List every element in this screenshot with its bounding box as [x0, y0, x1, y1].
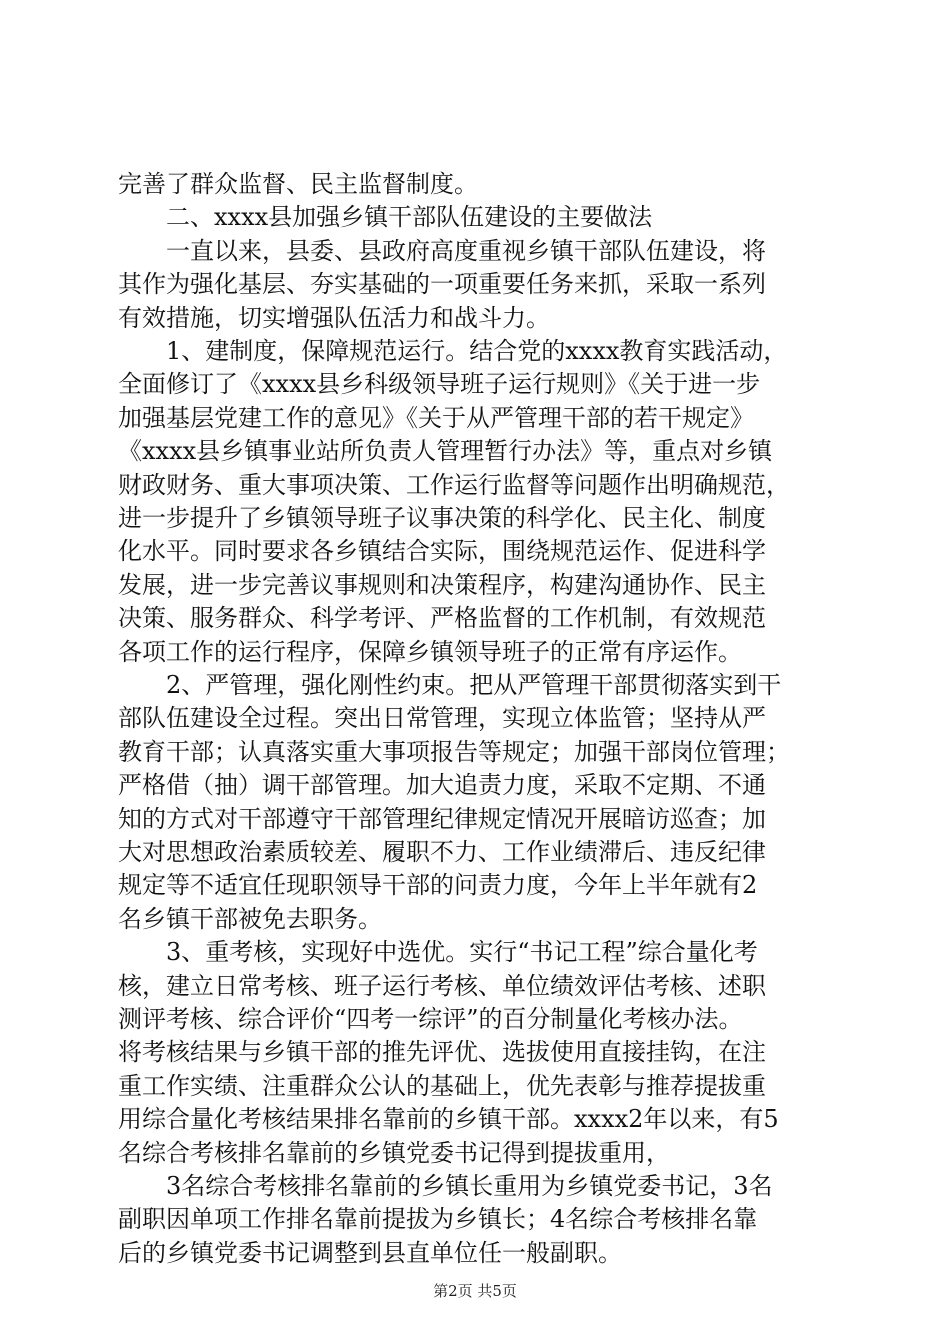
text-line: 测评考核、综合评价“四考一综评”的百分制量化考核办法。 [118, 1005, 743, 1033]
text-line: 后的乡镇党委书记调整到县直单位任一般副职。 [118, 1238, 622, 1267]
text-line: 规定等不适宜任现职领导干部的问责力度，今年上半年就有2 [118, 871, 758, 900]
text-line: 部队伍建设全过程。突出日常管理，实现立体监管；坚持从严 [118, 704, 766, 733]
text-line: 加强基层党建工作的意见》《关于从严管理干部的若干规定》 [118, 403, 754, 432]
text-line: 严格借（抽）调干部管理。加大追责力度，采取不定期、不通 [118, 771, 766, 800]
text-line: 用综合量化考核结果排名靠前的乡镇干部。xxxx2年以来，有5 [118, 1105, 779, 1134]
text-line: 二、xxxx县加强乡镇干部队伍建设的主要做法 [118, 203, 653, 232]
text-line: 知的方式对干部遵守干部管理纪律规定情况开展暗访巡查；加 [118, 804, 766, 833]
text-line: 全面修订了《xxxx县乡科级领导班子运行规则》《关于进一步 [118, 370, 761, 399]
text-line: 完善了群众监督、民主监督制度。 [118, 170, 478, 198]
text-line: 将考核结果与乡镇干部的推先评优、选拔使用直接挂钩，在注 [118, 1038, 766, 1067]
page-footer: 第2页 共5页 [433, 1282, 517, 1300]
text-line: 发展，进一步完善议事规则和决策程序，构建沟通协作、民主 [118, 570, 766, 599]
text-line: 《xxxx县乡镇事业站所负责人管理暂行办法》等，重点对乡镇 [118, 437, 773, 466]
text-line: 决策、服务群众、科学考评、严格监督的工作机制，有效规范 [118, 604, 766, 633]
text-line: 名乡镇干部被免去职务。 [118, 904, 382, 933]
text-line: 1、建制度，保障规范运行。结合党的xxxx教育实践活动， [118, 337, 788, 365]
text-line: 大对思想政治素质较差、履职不力、工作业绩滞后、违反纪律 [118, 838, 766, 866]
text-line: 进一步提升了乡镇领导班子议事决策的科学化、民主化、制度 [118, 504, 766, 532]
text-line: 3、重考核，实现好中选优。实行“书记工程”综合量化考 [118, 938, 758, 967]
text-line: 一直以来，县委、县政府高度重视乡镇干部队伍建设，将 [118, 236, 766, 265]
text-line: 名综合考核排名靠前的乡镇党委书记得到提拔重用， [118, 1138, 670, 1167]
text-line: 财政财务、重大事项决策、工作运行监督等问题作出明确规范， [118, 470, 790, 499]
text-line: 3名综合考核排名靠前的乡镇长重用为乡镇党委书记，3名 [118, 1172, 773, 1200]
text-line: 重工作实绩、注重群众公认的基础上，优先表彰与推荐提拔重 [118, 1071, 766, 1100]
text-line: 教育干部；认真落实重大事项报告等规定；加强干部岗位管理； [118, 737, 790, 766]
text-line: 有效措施，切实增强队伍活力和战斗力。 [118, 303, 550, 332]
text-line: 化水平。同时要求各乡镇结合实际，围绕规范运作、促进科学 [118, 537, 766, 566]
text-line: 2、严管理，强化刚性约束。把从严管理干部贯彻落实到干 [118, 671, 782, 699]
text-line: 核，建立日常考核、班子运行考核、单位绩效评估考核、述职 [118, 971, 766, 1000]
text-line: 各项工作的运行程序，保障乡镇领导班子的正常有序运作。 [118, 637, 742, 666]
text-line: 其作为强化基层、夯实基础的一项重要任务来抓，采取一系列 [118, 270, 766, 299]
text-line: 副职因单项工作排名靠前提拔为乡镇长；4名综合考核排名靠 [118, 1205, 758, 1234]
